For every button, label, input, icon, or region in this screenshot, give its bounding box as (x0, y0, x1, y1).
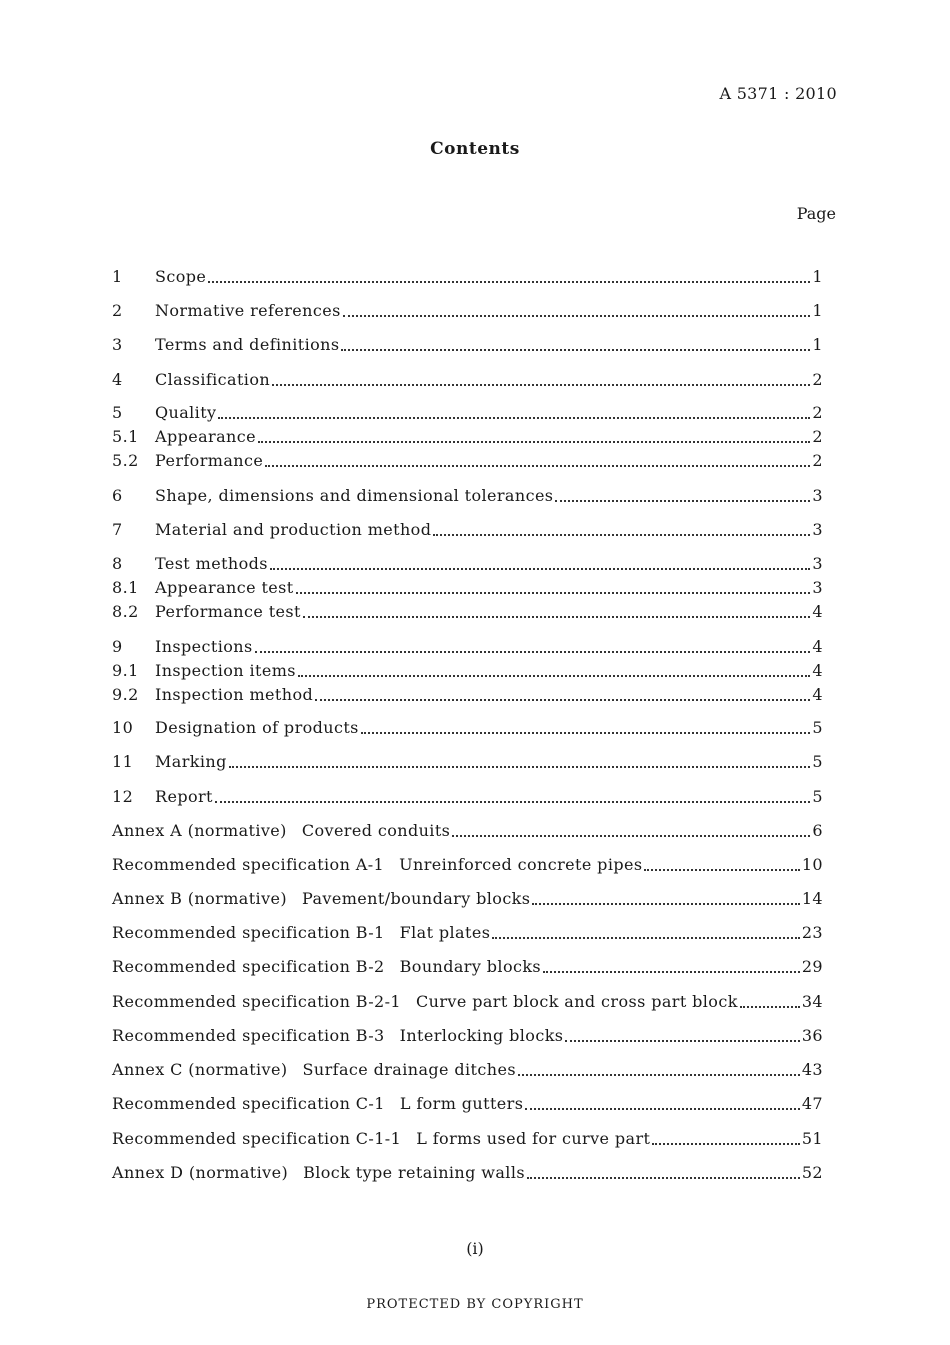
toc-entry-page: 5 (812, 718, 823, 737)
toc-entry[interactable] (112, 370, 823, 392)
toc-entry[interactable] (112, 520, 823, 542)
toc-entry-title: Inspection items (155, 661, 296, 680)
toc-entry[interactable] (112, 554, 823, 576)
toc-entry-title: Appearance (155, 427, 256, 446)
toc-annex-lead: Annex C (normative) (112, 1060, 288, 1079)
toc-entry-page: 2 (812, 370, 823, 389)
toc-annex-entry[interactable] (112, 821, 823, 843)
toc-dot-leader (272, 383, 810, 386)
toc-entry[interactable] (112, 486, 823, 508)
toc-dot-leader (218, 416, 810, 419)
toc-dot-leader (433, 533, 810, 536)
toc-entry[interactable] (112, 335, 823, 357)
toc-entry-title: Inspection method (155, 685, 314, 704)
toc-entry-number: 12 (112, 787, 134, 806)
toc-entry-number: 9.1 (112, 661, 139, 680)
toc-entry-title: Classification (155, 370, 271, 389)
toc-annex-lead: Recommended specification C-1-1 (112, 1129, 402, 1148)
toc-annex-lead: Recommended specification B-1 (112, 923, 385, 942)
toc-entry-number: 8.1 (112, 578, 139, 597)
toc-entry-title: Performance (155, 451, 264, 470)
toc-entry-number: 8 (112, 554, 123, 573)
toc-entry-page: 2 (812, 427, 823, 446)
toc-annex-lead: Recommended specification A-1 (112, 855, 385, 874)
toc-entry-title: Shape, dimensions and dimensional tolerances (155, 486, 554, 505)
toc-dot-leader (644, 868, 799, 871)
toc-entry-page: 5 (812, 787, 823, 806)
toc-entry-page: 2 (812, 403, 823, 422)
toc-entry-title: Designation of products (155, 718, 359, 737)
toc-entry-title: Quality (155, 403, 217, 422)
toc-annex-page: 14 (801, 889, 823, 908)
toc-annex-page: 51 (801, 1129, 823, 1148)
toc-entry-page: 4 (812, 637, 823, 656)
toc-entry-number: 5.1 (112, 427, 139, 446)
toc-dot-leader (527, 1176, 800, 1179)
toc-entry-number: 1 (112, 267, 123, 286)
toc-annex-title: L form gutters (399, 1094, 524, 1113)
toc-entry-title: Terms and definitions (155, 335, 340, 354)
toc-entry[interactable] (112, 267, 823, 289)
toc-entry-page: 3 (812, 520, 823, 539)
toc-entry-title: Inspections (155, 637, 253, 656)
toc-dot-leader (229, 765, 811, 768)
toc-entry-number: 2 (112, 301, 123, 320)
toc-entry[interactable] (112, 787, 823, 809)
toc-annex-page: 10 (801, 855, 823, 874)
toc-entry-page: 1 (812, 301, 823, 320)
toc-annex-entry[interactable] (112, 1163, 823, 1185)
toc-dot-leader (265, 464, 810, 467)
toc-dot-leader (343, 314, 811, 317)
toc-entry-page: 5 (812, 752, 823, 771)
toc-annex-entry[interactable] (112, 992, 823, 1014)
toc-dot-leader (315, 698, 810, 701)
toc-entry-title: Performance test (155, 602, 301, 621)
toc-entry-page: 3 (812, 554, 823, 573)
toc-annex-title: Interlocking blocks (399, 1026, 564, 1045)
toc-entry-number: 9 (112, 637, 123, 656)
toc-entry-title: Appearance test (155, 578, 294, 597)
toc-annex-page: 29 (801, 957, 823, 976)
toc-dot-leader (296, 591, 811, 594)
toc-entry-title: Normative references (155, 301, 341, 320)
toc-annex-title: Curve part block and cross part block (416, 992, 738, 1011)
toc-dot-leader (565, 1039, 799, 1042)
toc-dot-leader (532, 902, 799, 905)
copyright-notice: PROTECTED BY COPYRIGHT (366, 1297, 584, 1312)
toc-dot-leader (208, 280, 810, 283)
toc-annex-title: Pavement/boundary blocks (302, 889, 531, 908)
toc-annex-lead: Annex D (normative) (112, 1163, 289, 1182)
toc-dot-leader (258, 440, 810, 443)
toc-dot-leader (525, 1107, 800, 1110)
toc-entry[interactable] (112, 451, 823, 473)
toc-entry-number: 8.2 (112, 602, 139, 621)
toc-entry-page: 2 (812, 451, 823, 470)
toc-entry[interactable] (112, 301, 823, 323)
toc-annex-entry[interactable] (112, 1060, 823, 1082)
toc-dot-leader (652, 1142, 799, 1145)
toc-annex-lead: Recommended specification B-3 (112, 1026, 385, 1045)
toc-dot-leader (215, 800, 811, 803)
toc-annex-page: 47 (801, 1094, 823, 1113)
toc-annex-title: Flat plates (399, 923, 491, 942)
toc-annex-lead: Recommended specification B-2 (112, 957, 385, 976)
toc-dot-leader (270, 567, 811, 570)
toc-entry-page: 1 (812, 335, 823, 354)
toc-annex-page: 36 (801, 1026, 823, 1045)
toc-entry[interactable] (112, 661, 823, 683)
toc-annex-lead: Annex B (normative) (112, 889, 288, 908)
toc-annex-entry[interactable] (112, 957, 823, 979)
toc-annex-page: 34 (801, 992, 823, 1011)
toc-entry[interactable] (112, 718, 823, 740)
toc-entry-title: Material and production method (155, 520, 432, 539)
toc-dot-leader (492, 936, 800, 939)
toc-entry[interactable] (112, 578, 823, 600)
toc-dot-leader (452, 834, 810, 837)
toc-dot-leader (303, 615, 811, 618)
toc-dot-leader (298, 674, 811, 677)
toc-entry-page: 3 (812, 486, 823, 505)
toc-annex-title: Unreinforced concrete pipes (399, 855, 643, 874)
toc-entry[interactable] (112, 403, 823, 425)
toc-entry-number: 4 (112, 370, 123, 389)
toc-entry-number: 10 (112, 718, 134, 737)
toc-entry[interactable] (112, 602, 823, 624)
toc-annex-lead: Recommended specification C-1 (112, 1094, 385, 1113)
toc-annex-entry[interactable] (112, 1129, 823, 1151)
toc-annex-lead: Recommended specification B-2-1 (112, 992, 402, 1011)
toc-annex-title: Block type retaining walls (303, 1163, 525, 1182)
toc-entry-title: Marking (155, 752, 227, 771)
toc-annex-page: 52 (801, 1163, 823, 1182)
toc-dot-leader (555, 499, 810, 502)
toc-annex-page: 43 (801, 1060, 823, 1079)
toc-dot-leader (740, 1005, 800, 1008)
document-id: A 5371 : 2010 (719, 84, 837, 103)
toc-entry[interactable] (112, 637, 823, 659)
toc-annex-lead: Annex A (normative) (112, 821, 287, 840)
toc-dot-leader (361, 731, 811, 734)
toc-entry-title: Report (155, 787, 213, 806)
toc-entry-number: 11 (112, 752, 134, 771)
toc-dot-leader (518, 1073, 800, 1076)
toc-entry-number: 5 (112, 403, 123, 422)
toc-entry-page: 4 (812, 661, 823, 680)
toc-entry-number: 9.2 (112, 685, 139, 704)
toc-annex-title: Surface drainage ditches (302, 1060, 516, 1079)
toc-annex-title: Covered conduits (301, 821, 451, 840)
toc-dot-leader (255, 650, 811, 653)
toc-entry-number: 6 (112, 486, 123, 505)
toc-annex-entry[interactable] (112, 889, 823, 911)
toc-entry[interactable] (112, 685, 823, 707)
toc-dot-leader (543, 970, 800, 973)
toc-entry-number: 7 (112, 520, 123, 539)
toc-annex-entry[interactable] (112, 1094, 823, 1116)
toc-entry-page: 1 (812, 267, 823, 286)
toc-entry-number: 5.2 (112, 451, 139, 470)
page-folio: (i) (466, 1239, 484, 1258)
toc-entry-page: 4 (812, 685, 823, 704)
page-title: Contents (430, 139, 520, 159)
toc-annex-entry[interactable] (112, 1026, 823, 1048)
toc-entry-page: 4 (812, 602, 823, 621)
toc-annex-page: 6 (812, 821, 823, 840)
toc-dot-leader (341, 348, 810, 351)
toc-entry-title: Test methods (155, 554, 268, 573)
toc-entry[interactable] (112, 752, 823, 774)
toc-entry-title: Scope (155, 267, 207, 286)
toc-annex-entry[interactable] (112, 923, 823, 945)
toc-entry-number: 3 (112, 335, 123, 354)
toc-annex-page: 23 (801, 923, 823, 942)
page-column-label: Page (796, 204, 836, 223)
toc-annex-title: Boundary blocks (399, 957, 542, 976)
toc-annex-title: L forms used for curve part (416, 1129, 651, 1148)
toc-entry-page: 3 (812, 578, 823, 597)
toc-entry[interactable] (112, 427, 823, 449)
toc-annex-entry[interactable] (112, 855, 823, 877)
